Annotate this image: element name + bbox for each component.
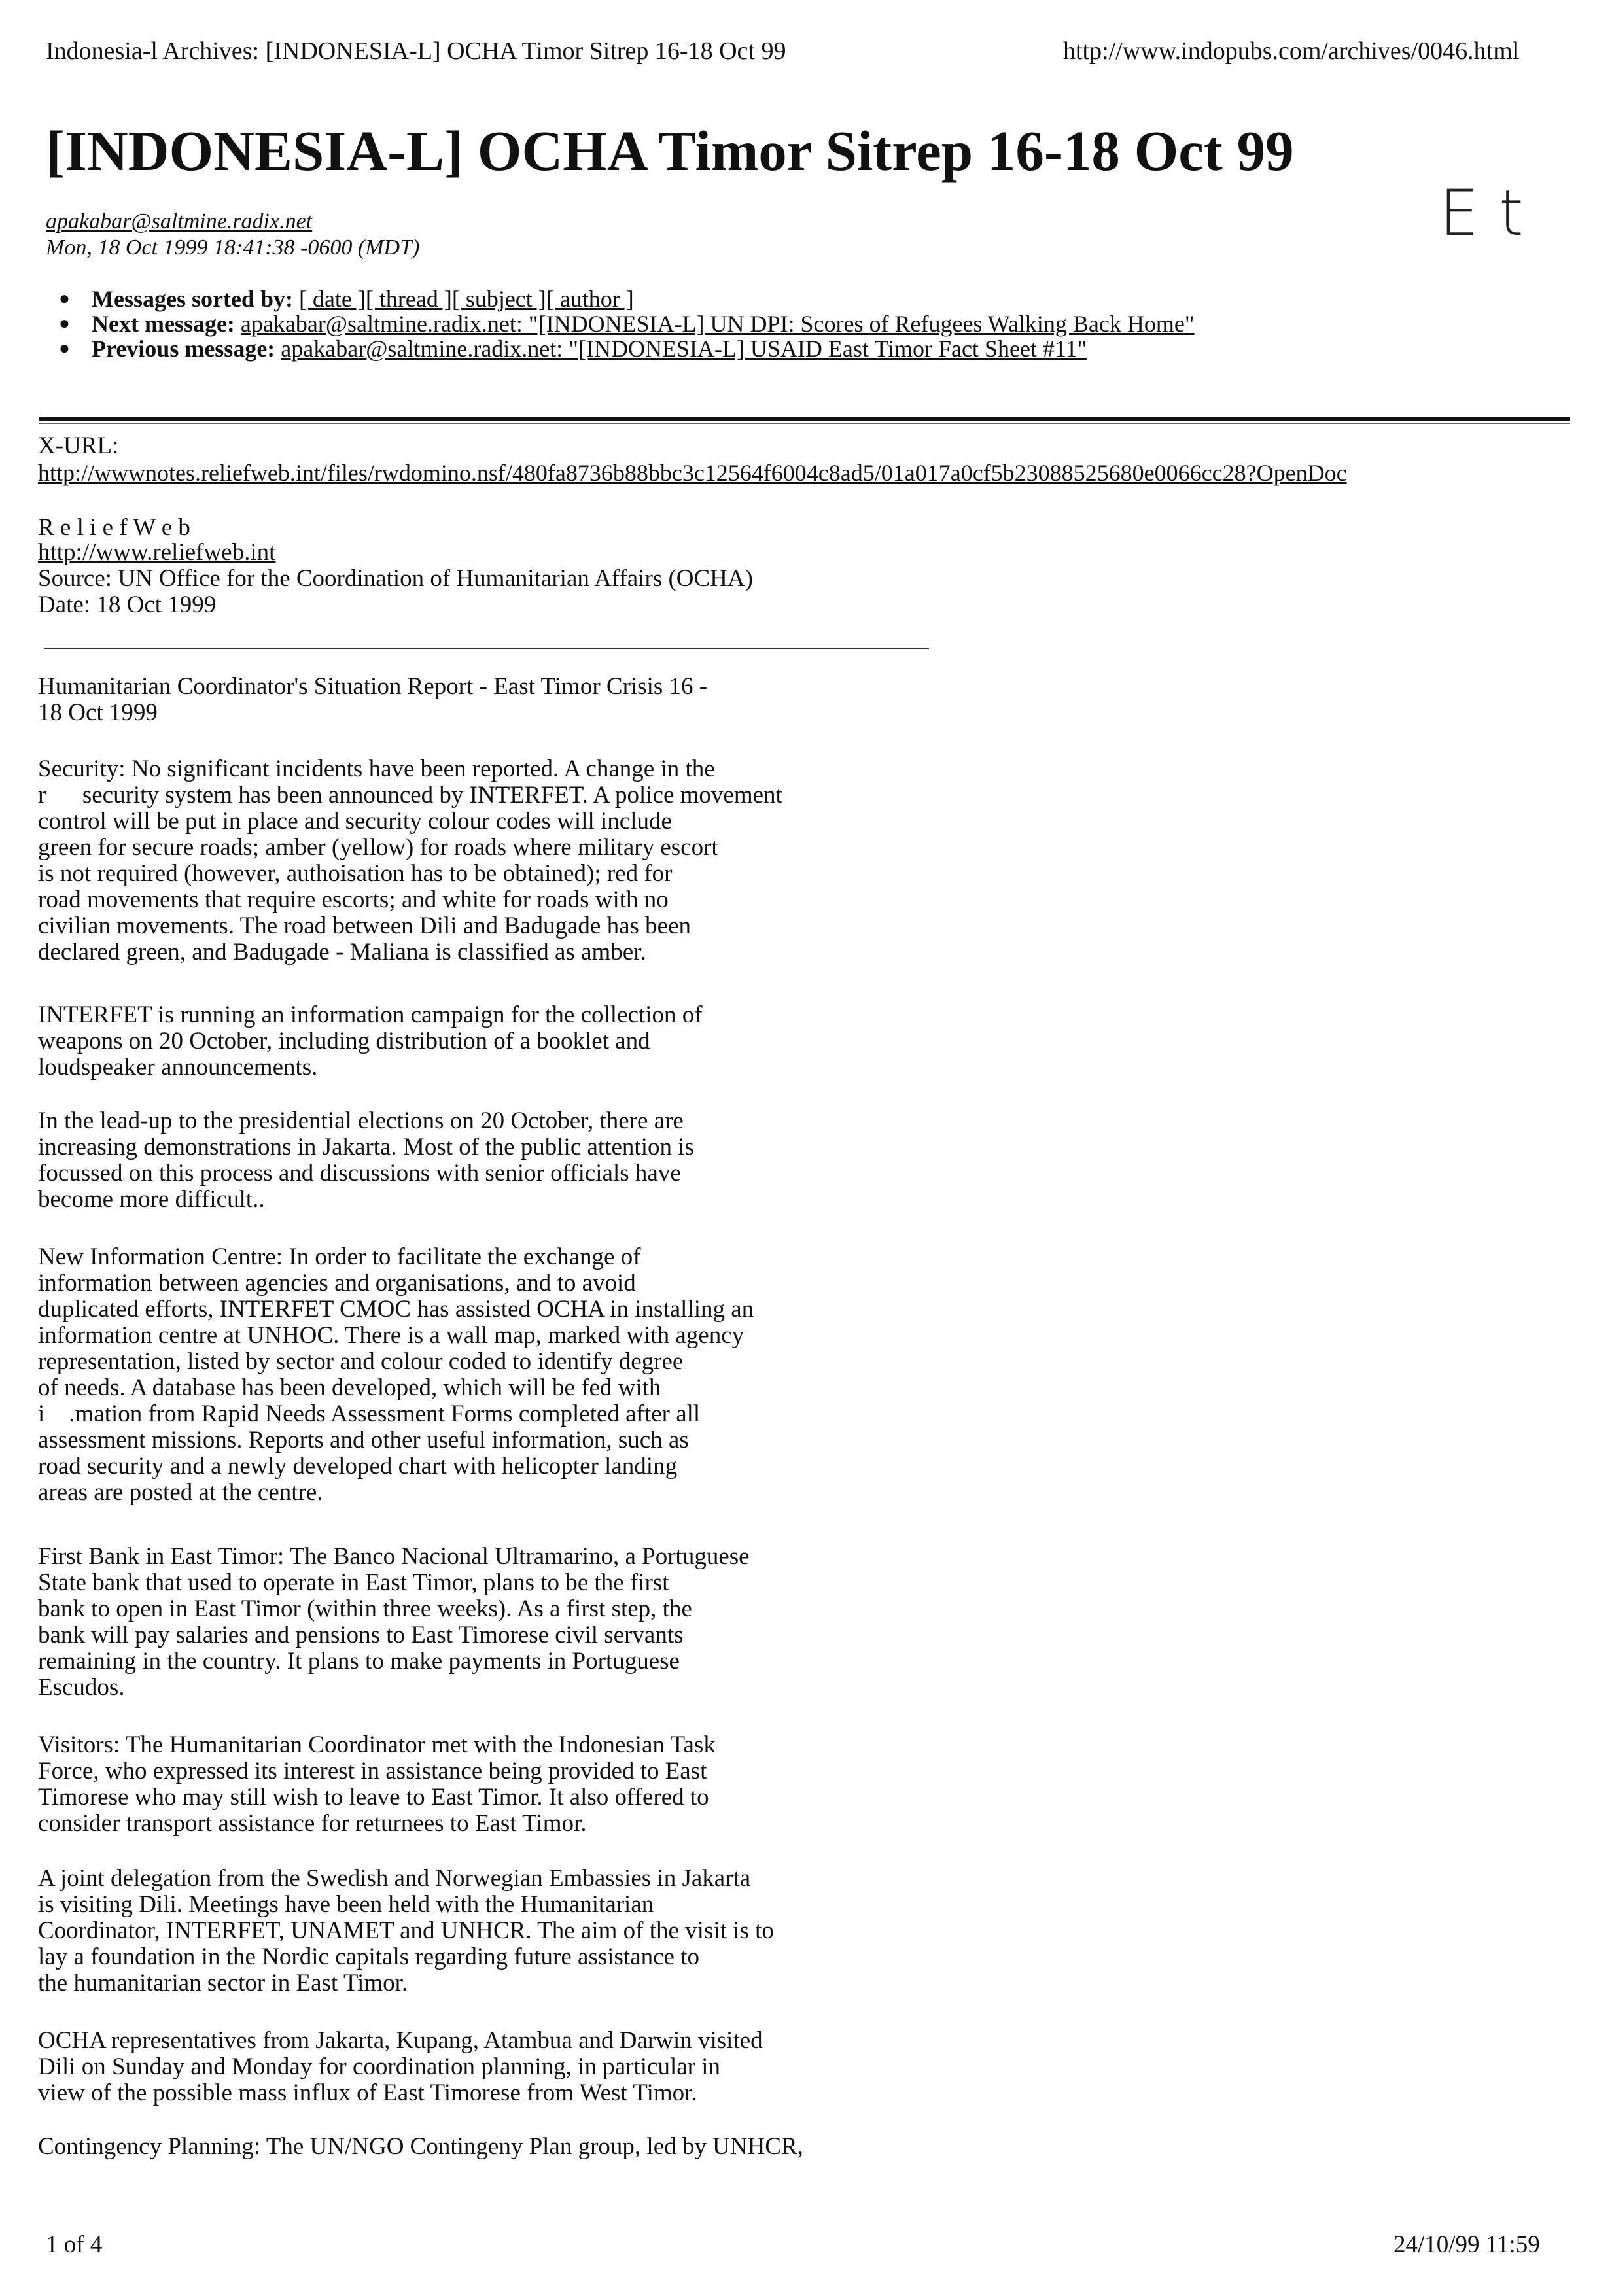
sort-links-item — [59, 287, 1195, 311]
page-number: 1 of 4 — [46, 2231, 103, 2258]
next-message-label: Next message: — [92, 311, 235, 337]
page-url: http://www.indopubs.com/archives/0046.html — [1063, 37, 1520, 65]
date-line: Date: 18 Oct 1999 — [38, 591, 217, 618]
source-divider — [44, 648, 929, 649]
post-date: Mon, 18 Oct 1999 18:41:38 -0600 (MDT) — [46, 235, 420, 260]
paragraph-delegation: A joint delegation from the Swedish and Norwegian Embassies in Jakarta is visiting Dili. Meetings have been held with the Humanitarian Coordinator, INTERFET, UNAMET and UNHCR. The aim of the visit is to lay a foundation in the Nordic capitals regarding future assistance to the humanitarian sector in East Timor. — [38, 1865, 774, 1996]
sort-by-date-link[interactable]: [ date ] — [298, 286, 366, 312]
window-title: Indonesia-l Archives: [INDONESIA-L] OCHA Timor Sitrep 16-18 Oct 99 — [46, 37, 786, 65]
paragraph-contingency: Contingency Planning: The UN/NGO Contingeny Plan group, led by UNHCR, — [38, 2133, 803, 2160]
paragraph-ocha-reps: OCHA representatives from Jakarta, Kupang, Atambua and Darwin visited Dili on Sunday and Monday for coordination planning, in particular in view of the possible mass influx of East Timorese from West Timor. — [38, 2027, 763, 2106]
header-divider — [39, 417, 1570, 424]
source-line: Source: UN Office for the Coordination of Humanitarian Affairs (OCHA) — [38, 565, 753, 592]
next-message-link[interactable]: apakabar@saltmine.radix.net: "[INDONESIA-L] UN DPI: Scores of Refugees Walking Back Home" — [240, 311, 1195, 337]
sort-by-author-link[interactable]: [ author ] — [546, 286, 634, 312]
previous-message-label: Previous message: — [92, 336, 275, 362]
next-message-item — [59, 311, 1195, 336]
paragraph-visitors: Visitors: The Humanitarian Coordinator met with the Indonesian Task Force, who expressed its interest in assistance being provided to East Timorese who may still wish to leave to East Timor. It also offered to consider transport assistance for returnees to East Timor. — [38, 1731, 716, 1837]
paragraph-security: Security: No significant incidents have been reported. A change in the r security system has been announced by INTERFET. A police movement control will be put in place and security colour codes will include green for secure roads; amber (yellow) for roads where military escort is not required (however, authoisation has to be obtained); red for road movements that require escorts; and white for roads with no civilian movements. The road between Dili and Badugade has been declared green, and Badugade - Maliana is classified as amber. — [38, 756, 782, 965]
page-title: [INDONESIA-L] OCHA Timor Sitrep 16-18 Oct 99 — [46, 119, 1294, 183]
sort-by-subject-link[interactable]: [ subject ] — [451, 286, 546, 312]
xurl-label: X-URL: — [38, 432, 119, 459]
previous-message-item — [59, 336, 1195, 361]
site-url-link[interactable]: http://www.reliefweb.int — [38, 539, 276, 566]
xurl-link[interactable]: http://wwwnotes.reliefweb.int/files/rwdomino.nsf/480fa8736b88bbc3c12564f6004c8ad5/01a017a0cf5b23088525680e0066cc28?OpenDoc — [38, 460, 1347, 486]
report-title: Humanitarian Coordinator's Situation Report - East Timor Crisis 16 - 18 Oct 1999 — [38, 673, 708, 726]
sorted-by-label: Messages sorted by: — [92, 286, 293, 312]
previous-message-link[interactable]: apakabar@saltmine.radix.net: "[INDONESIA-L] USAID East Timor Fact Sheet #11" — [281, 336, 1087, 362]
author-email-link[interactable]: apakabar@saltmine.radix.net — [46, 209, 313, 234]
paragraph-interfet: INTERFET is running an information campaign for the collection of weapons on 20 October, including distribution of a booklet and loudspeaker announcements. — [38, 1001, 703, 1081]
site-name: R e l i e f W e b — [38, 514, 190, 541]
handwritten-note: E t — [1439, 177, 1524, 250]
paragraph-info-centre: New Information Centre: In order to facilitate the exchange of information between agencies and organisations, and to avoid duplicated efforts, INTERFET CMOC has assisted OCHA in installing an information centre at UNHOC. There is a wall map, marked with agency representation, listed by sector and colour coded to identify degree of needs. A database has been developed, which will be fed with i .mation from Rapid Needs Assessment Forms completed after all assessment missions. Reports and other useful information, such as road security and a newly developed chart with helicopter landing areas are posted at the centre. — [38, 1244, 754, 1506]
paragraph-bank: First Bank in East Timor: The Banco Nacional Ultramarino, a Portuguese State bank that used to operate in East Timor, plans to be the first bank to open in East Timor (within three weeks). As a first step, the bank will pay salaries and pensions to East Timorese civil servants remaining in the country. It plans to make payments in Portuguese Escudos. — [38, 1543, 750, 1701]
message-navigation — [59, 287, 1195, 361]
paragraph-elections: In the lead-up to the presidential elections on 20 October, there are increasing demonstrations in Jakarta. Most of the public attention is focussed on this process and discussions with senior officials have become more difficult.. — [38, 1107, 694, 1213]
print-timestamp: 24/10/99 11:59 — [1393, 2231, 1540, 2258]
sort-by-thread-link[interactable]: [ thread ] — [365, 286, 452, 312]
